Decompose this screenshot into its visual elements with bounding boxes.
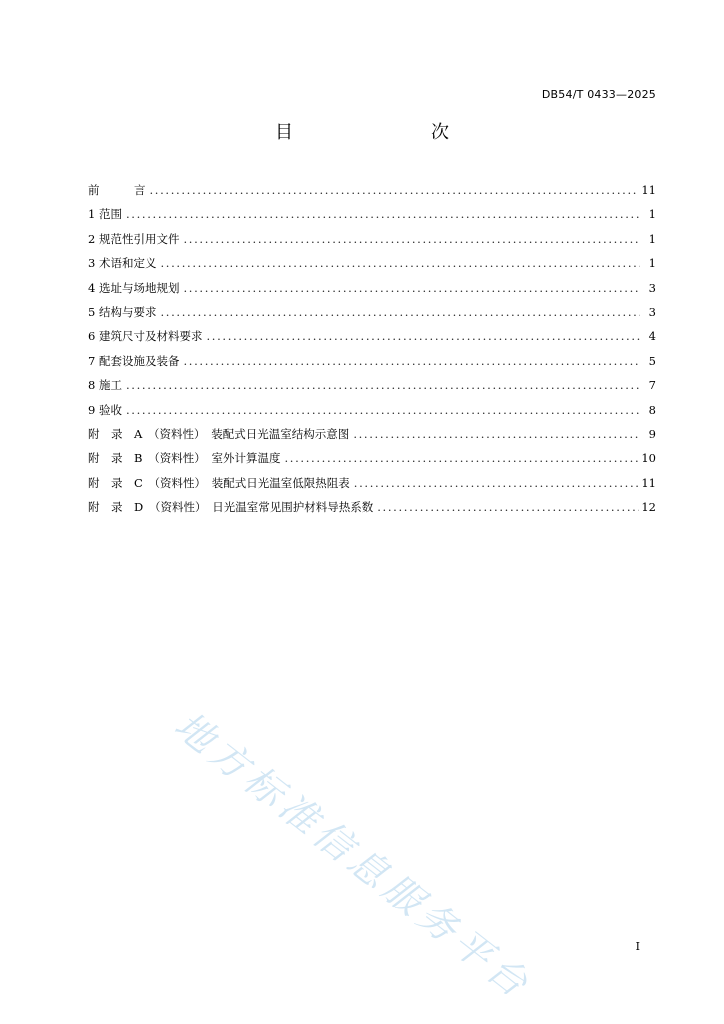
toc-leader-dots [183,354,640,368]
toc-entry-page: 11 [641,475,656,490]
toc-entry-dimensions-materials[interactable] [88,328,656,352]
toc-entry-label: 2 规范性引用文件 [88,231,180,246]
toc-entry-page: 7 [648,378,656,393]
toc-leader-dots [150,183,640,197]
toc-entry-page: 10 [641,451,656,466]
toc-entry-page: 11 [641,183,656,197]
toc-entry-normative-references[interactable] [88,231,656,255]
toc-leader-dots [377,500,639,514]
toc-entry-label: 前 言 [88,183,146,197]
toc-entry-appendix-b[interactable] [88,450,656,474]
toc-entry-foreword[interactable] [88,182,656,206]
toc-entry-terms[interactable] [88,255,656,279]
toc-entry-appendix-c[interactable] [88,475,656,499]
toc-entry-label: 8 施工 [88,378,122,393]
toc-leader-dots [206,329,640,343]
toc-entry-acceptance[interactable] [88,402,656,426]
toc-entry-page: 3 [648,280,656,295]
toc-entry-label: 1 范围 [88,207,122,222]
toc-leader-dots [354,476,640,490]
toc-entry-page: 1 [648,231,656,246]
toc-leader-dots [160,256,640,270]
page-title: 目 次 [275,122,483,143]
toc-entry-label: 6 建筑尺寸及材料要求 [88,329,203,344]
watermark: 地方标准信息服务平台 [166,702,541,1009]
toc-entry-label: 7 配套设施及装备 [88,353,180,368]
table-of-contents [88,182,656,523]
toc-leader-dots [183,281,640,295]
toc-entry-appendix-d[interactable] [88,499,656,523]
toc-entry-page: 12 [641,500,656,515]
toc-entry-label: 附 录 B （资料性） 室外计算温度 [88,451,281,466]
toc-leader-dots [126,403,640,417]
toc-leader-dots [183,232,640,246]
toc-entry-site-planning[interactable] [88,280,656,304]
toc-entry-page: 3 [648,304,656,319]
toc-entry-scope[interactable] [88,206,656,230]
page-number: I [635,940,640,953]
toc-entry-page: 1 [648,207,656,222]
toc-entry-label: 附 录 A （资料性） 装配式日光温室结构示意图 [88,426,350,441]
toc-leader-dots [126,207,640,221]
toc-entry-label: 附 录 D （资料性） 日光温室常见围护材料导热系数 [88,500,374,515]
toc-leader-dots [353,427,640,441]
toc-entry-label: 5 结构与要求 [88,304,157,319]
toc-entry-appendix-a[interactable] [88,426,656,450]
toc-entry-facilities[interactable] [88,353,656,377]
toc-entry-page: 1 [648,256,656,271]
toc-leader-dots [160,305,640,319]
toc-entry-page: 5 [648,353,656,368]
toc-entry-page: 4 [648,329,656,344]
toc-entry-page: 9 [648,426,656,441]
toc-entry-label: 4 选址与场地规划 [88,280,180,295]
document-code: DB54/T 0433—2025 [541,88,656,101]
toc-entry-page: 8 [648,402,656,417]
toc-entry-label: 9 验收 [88,402,122,417]
toc-entry-structure[interactable] [88,304,656,328]
toc-entry-label: 附 录 C （资料性） 装配式日光温室低限热阻表 [88,475,350,490]
toc-leader-dots [284,451,639,465]
toc-leader-dots [126,378,640,392]
toc-entry-label: 3 术语和定义 [88,256,157,271]
toc-entry-construction[interactable] [88,377,656,401]
